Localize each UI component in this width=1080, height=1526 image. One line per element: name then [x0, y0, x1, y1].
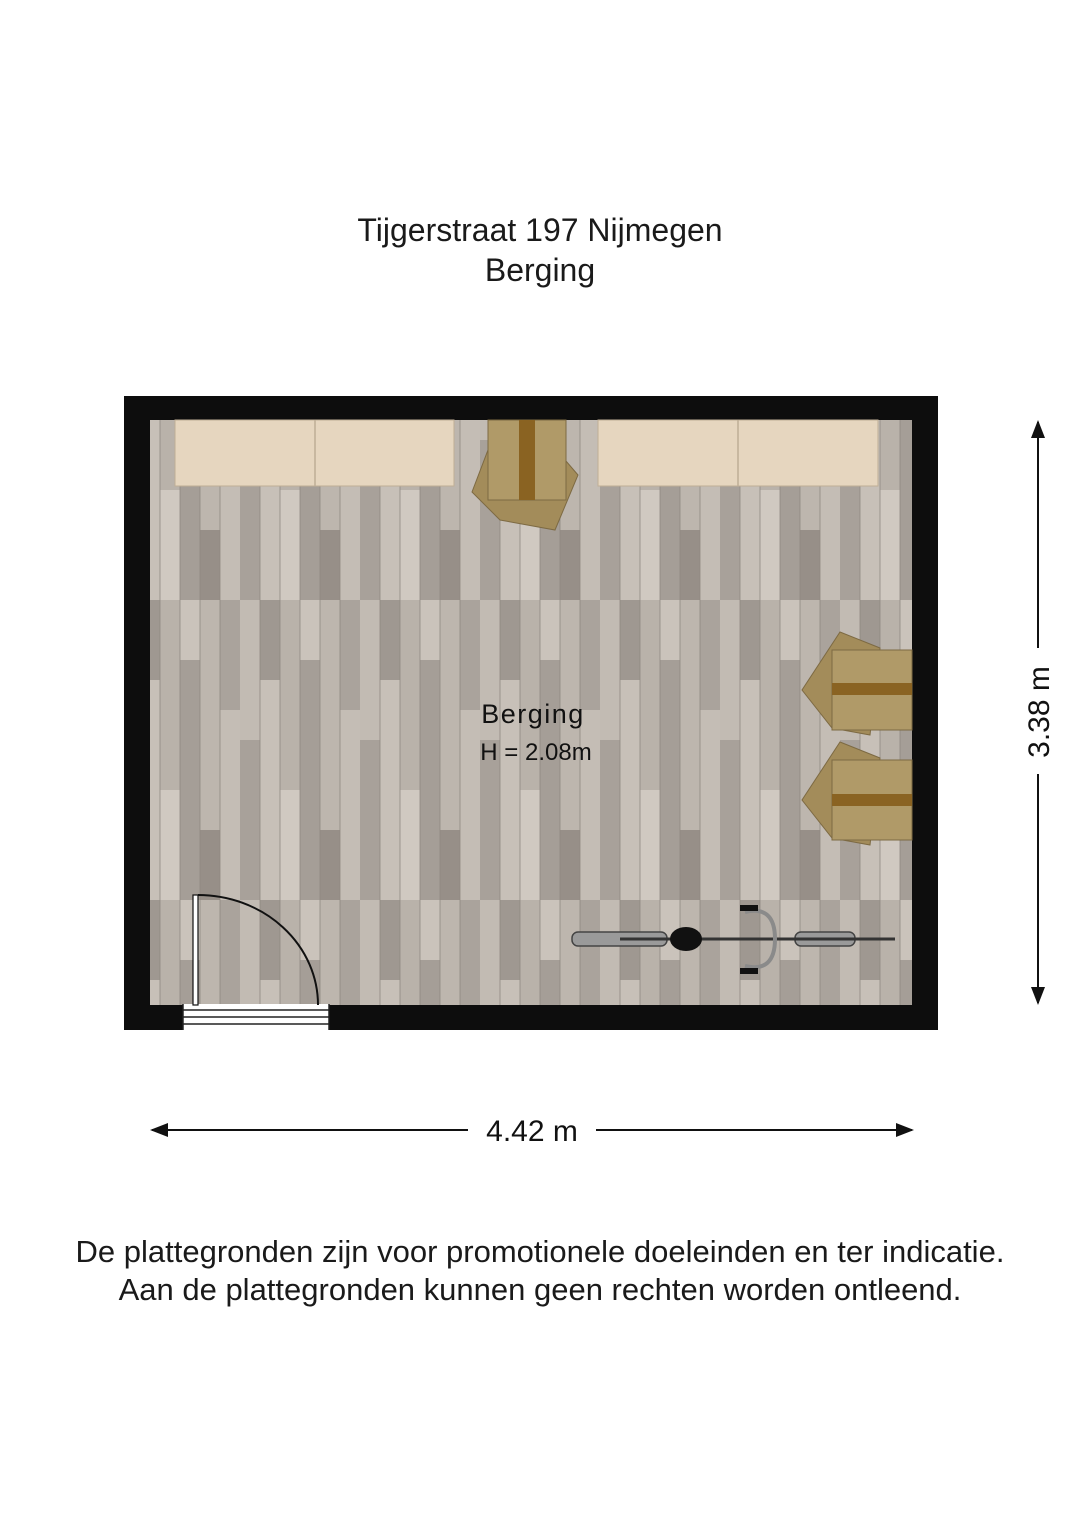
disclaimer-line-2: Aan de plattegronden kunnen geen rechten worden ontleend. [118, 1272, 962, 1307]
room-name-label: Berging [481, 699, 585, 729]
shelf-left [175, 420, 454, 486]
depth-dimension [1023, 420, 1056, 1005]
shelf-right [598, 420, 878, 486]
width-label: 4.42 m [486, 1115, 578, 1148]
depth-label: 3.38 m [1023, 666, 1056, 758]
width-dimension [150, 1115, 914, 1148]
floor-title: Berging [484, 252, 596, 288]
disclaimer-line-1: De plattegronden zijn voor promotionele doeleinden en ter indicatie. [75, 1234, 1005, 1269]
room-height-label: H = 2.08m [480, 739, 592, 766]
address-title: Tijgerstraat 197 Nijmegen [357, 212, 723, 248]
